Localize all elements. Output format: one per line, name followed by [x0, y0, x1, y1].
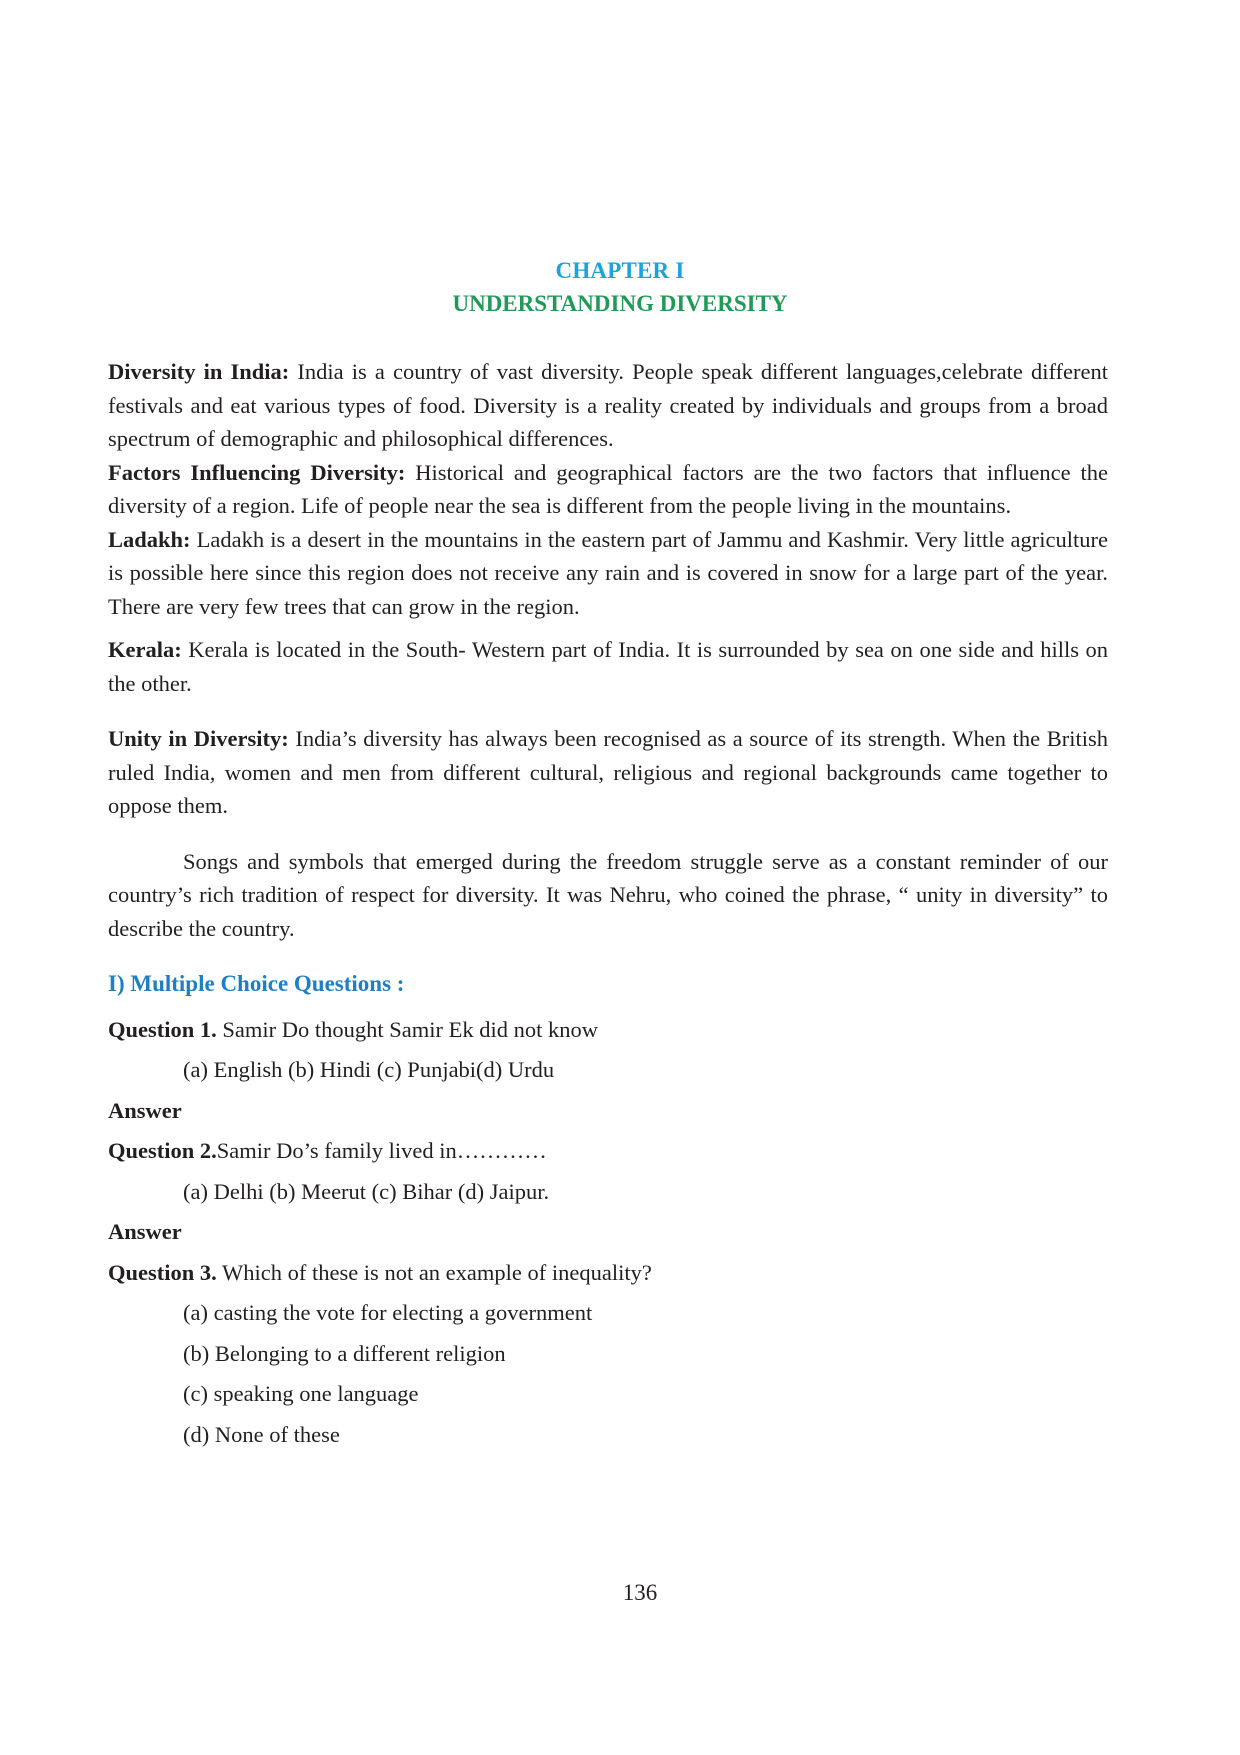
question-2	[108, 1134, 1108, 1168]
question-3-option-d: (d) None of these	[183, 1421, 340, 1447]
chapter-number: CHAPTER I	[555, 258, 685, 283]
paragraph-label: Unity in Diversity:	[108, 726, 289, 751]
paragraph-text: India’s diversity has always been recognised as a source of its strength. When the British ruled India, women and men from different cultural, religious and regional backgrounds came together to oppose them.	[108, 726, 1108, 818]
paragraph-text: Historical and geographical factors are the two factors that influence the diversity of a region. Life of people near the sea is different from the people living in the mountains.	[108, 459, 1108, 518]
question-text: Which of these is not an example of inequality?	[216, 1259, 652, 1285]
paragraph-factors-influencing-diversity	[108, 456, 1108, 523]
question-3-option-c: (c) speaking one language	[183, 1381, 419, 1406]
chapter-title: UNDERSTANDING DIVERSITY	[452, 291, 788, 316]
paragraph-kerala	[108, 633, 1108, 700]
question-label: Question 2.	[108, 1138, 217, 1163]
question-3-option-a: (a) casting the vote for electing a government	[183, 1300, 593, 1325]
question-text: Samir Do thought Samir Ek did not know	[216, 1016, 599, 1042]
paragraph-unity-in-diversity	[108, 722, 1108, 823]
paragraph-ladakh	[108, 523, 1108, 624]
paragraph-text: Songs and symbols that emerged during the freedom struggle serve as a constant reminder of our country’s rich tradition of respect for diversity. It was Nehru, who coined the phrase, “ unity in diversity” to describe the country.	[108, 848, 1108, 941]
paragraph-songs-and-symbols	[108, 845, 1108, 946]
question-3	[108, 1256, 1108, 1290]
paragraph-label: Ladakh:	[108, 526, 191, 552]
paragraph-diversity-in-india	[108, 355, 1108, 456]
question-3-option-b: (b) Belonging to a different religion	[183, 1340, 506, 1366]
question-1-options: (a) English (b) Hindi (c) Punjabi(d) Urdu	[183, 1057, 555, 1082]
paragraph-text: India is a country of vast diversity. People speak different languages,celebrate different festivals and eat various types of food. Diversity is a reality created by individuals and groups from a broad spectrum of demographic and philosophical differences.	[108, 359, 1108, 451]
question-1-answer: Answer	[108, 1097, 182, 1123]
page-body	[108, 355, 1108, 1451]
paragraph-label: Factors Influencing Diversity:	[108, 459, 406, 485]
question-1	[108, 1013, 1108, 1047]
question-label: Question 1.	[108, 1016, 217, 1042]
paragraph-label: Kerala:	[108, 637, 182, 662]
paragraph-label: Diversity in India:	[108, 359, 290, 384]
question-2-options: (a) Delhi (b) Meerut (c) Bihar (d) Jaipur.	[183, 1178, 550, 1204]
page-number: 136	[622, 1580, 658, 1605]
question-text: Samir Do’s family lived in…………	[216, 1138, 547, 1163]
question-label: Question 3.	[108, 1259, 217, 1285]
paragraph-text: Ladakh is a desert in the mountains in the eastern part of Jammu and Kashmir. Very little agriculture is possible here since this region does not receive any rain and is covered in snow for a large part of the year. There are very few trees that can grow in the region.	[108, 526, 1108, 619]
question-2-answer: Answer	[108, 1219, 182, 1244]
mcq-heading: I) Multiple Choice Questions :	[108, 971, 405, 996]
paragraph-text: Kerala is located in the South- Western part of India. It is surrounded by sea on one side and hills on the other.	[108, 637, 1108, 696]
